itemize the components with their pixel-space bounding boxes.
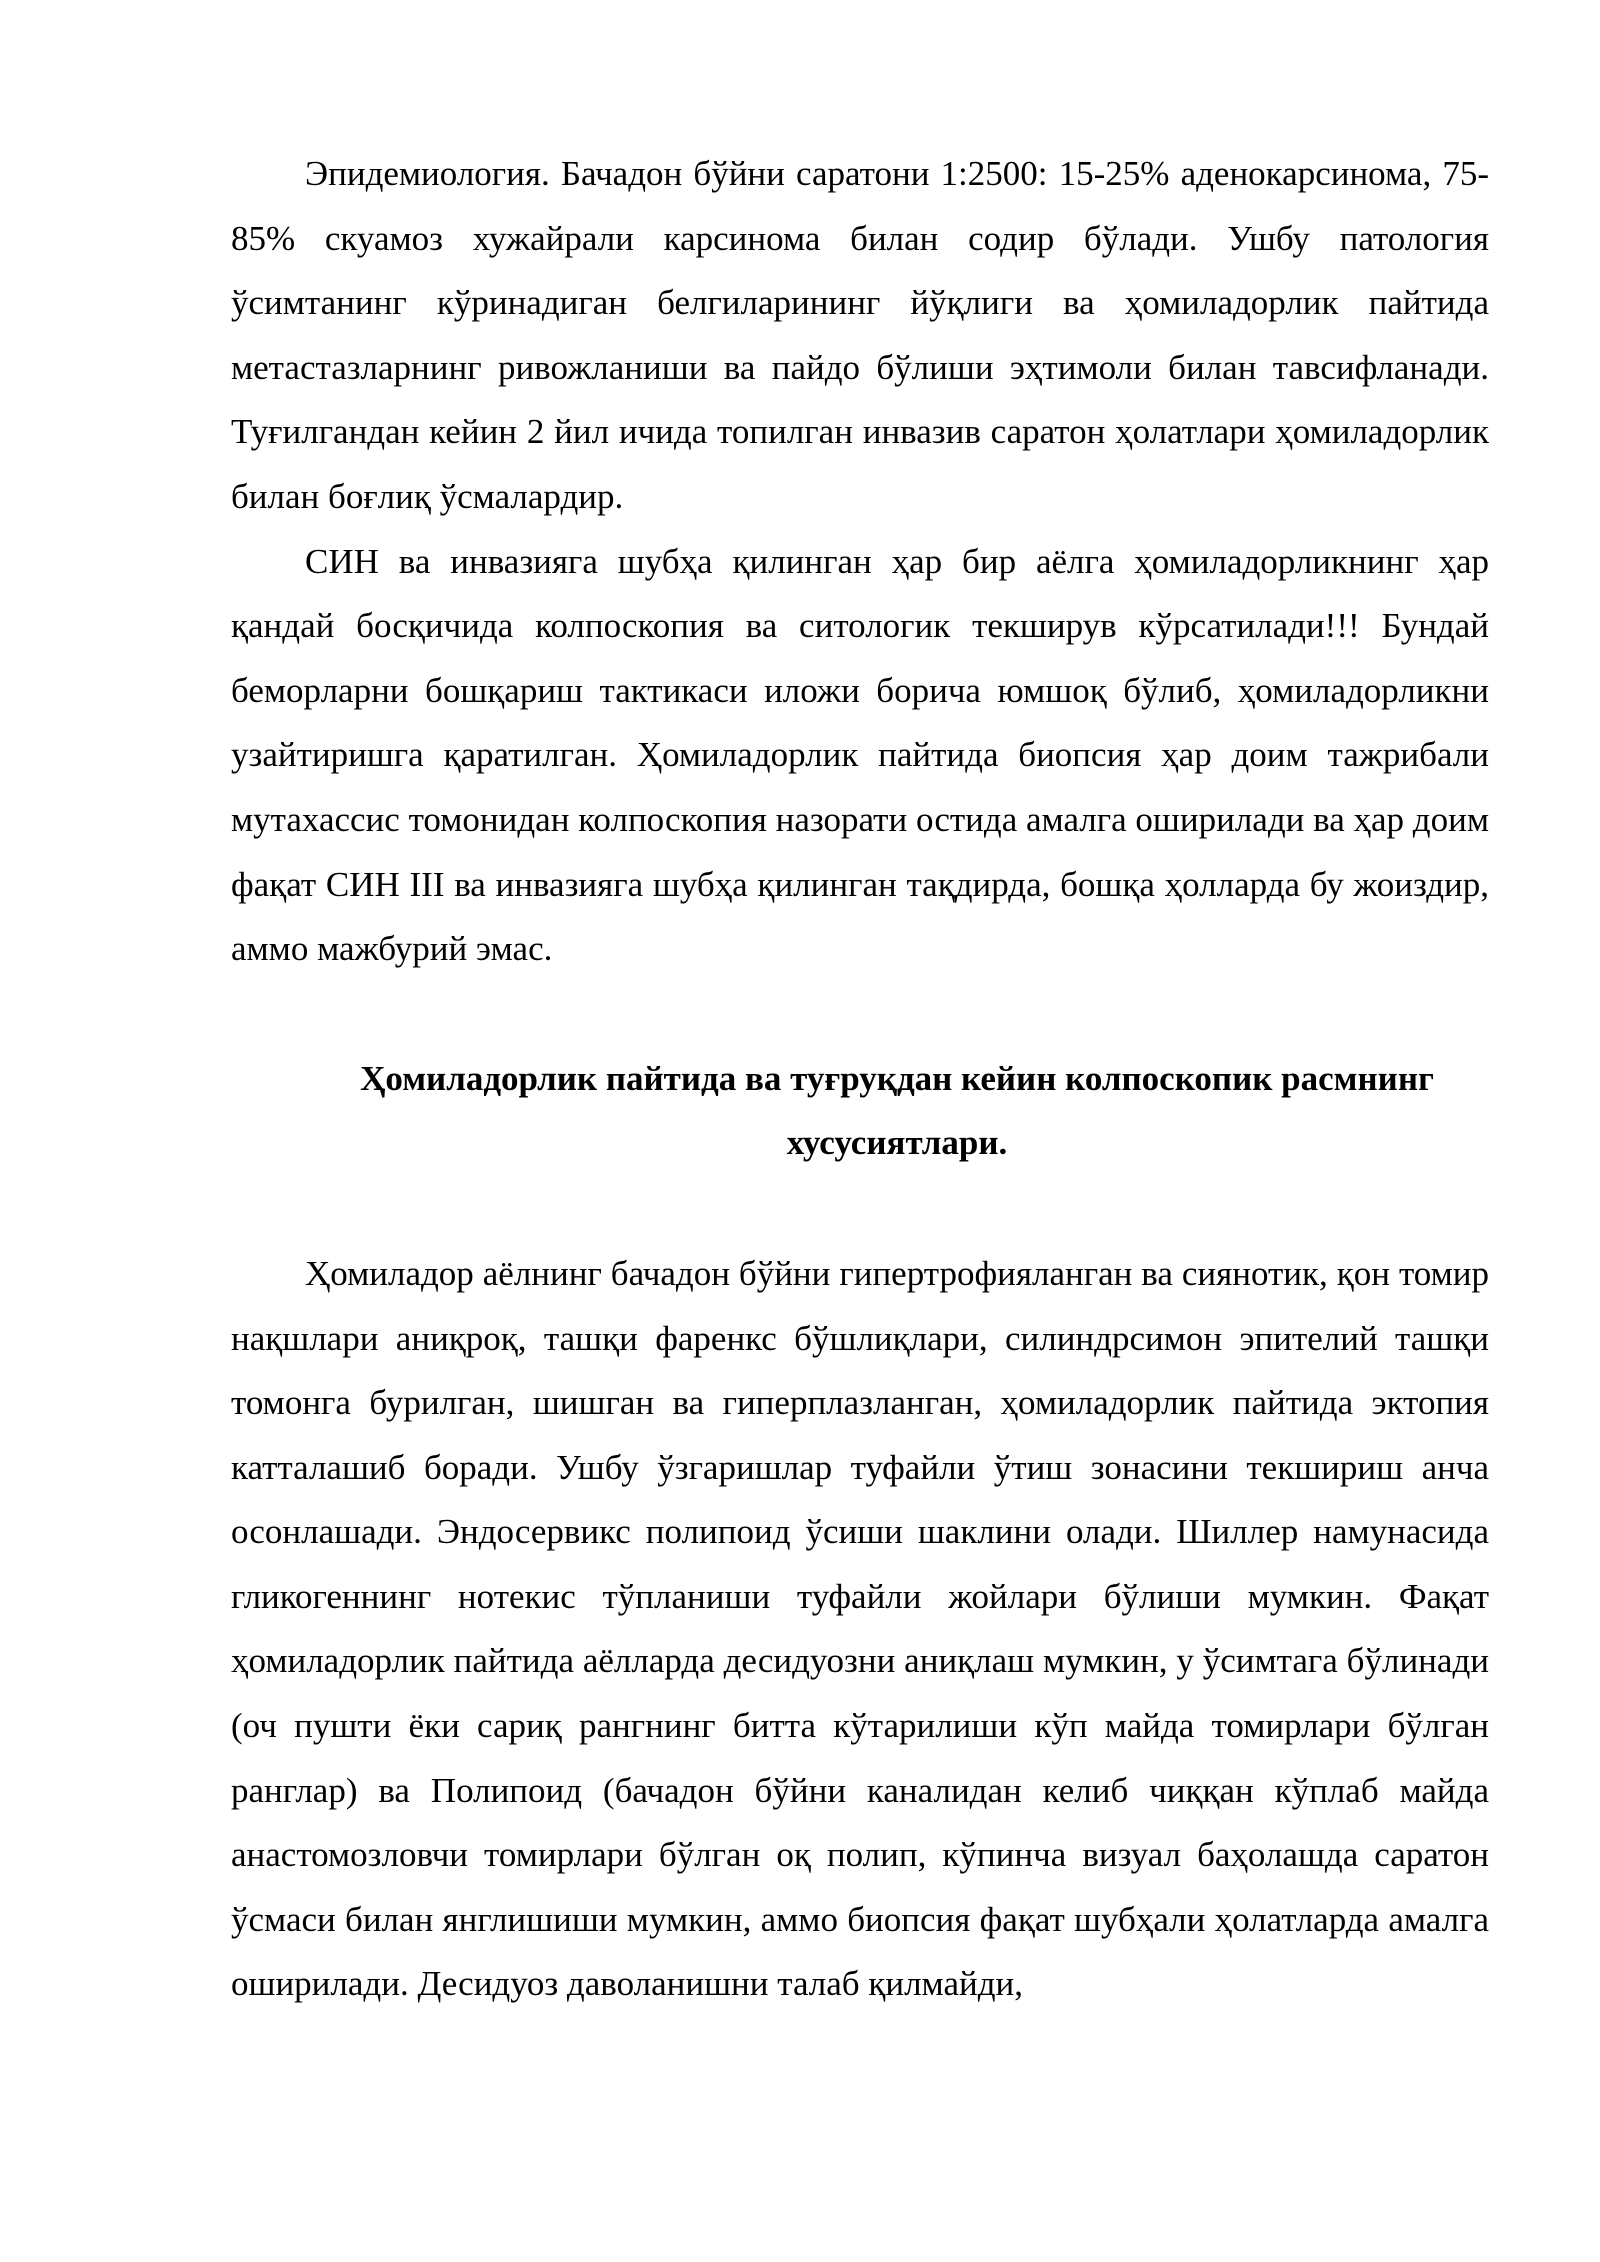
paragraph-pregnancy-cervix-features: Ҳомиладор аёлнинг бачадон бўйни гипертрофияланган ва сиянотик, қон томир нақшлари аниқроқ, ташқи фаренкс бўшлиқлари, силиндрсимон эпителий ташқи томонга бурилган, шишган ва гиперплазланган, ҳомиладорлик пайтида эктопия катталашиб боради. Ушбу ўзгаришлар туфайли ўтиш зонасини текшириш анча осонлашади. Эндосервикс полипоид ўсиши шаклини олади. Шиллер намунасида гликогеннинг нотекис тўпланиши туфайли жойлари бўлиши мумкин. Фақат ҳомиладорлик пайтида аёлларда десидуозни аниқлаш мумкин, у ўсимтага бўлинади (оч пушти ёки сариқ рангнинг битта кўтарилиши кўп майда томирлари бўлган ранглар) ва Полипоид (бачадон бўйни каналидан келиб чиққан кўплаб майда анастомозловчи томирлари бўлган оқ полип, кўпинча визуал баҳолашда саратон ўсмаси билан янглишиши мумкин, аммо биопсия фақат шубҳали ҳолатларда амалга оширилади. Десидуоз даволанишни талаб қилмайди,	[231, 1253, 1489, 2004]
document-page	[231, 142, 1489, 2017]
paragraph-colposcopy-indications: СИН ва инвазияга шубҳа қилинган ҳар бир аёлга ҳомиладорликнинг ҳар қандай босқичида колпоскопия ва ситологик текширув кўрсатилади!!! Бундай беморларни бошқариш тактикаси иложи борича юмшоқ бўлиб, ҳомиладорликни узайтиришга қаратилган. Ҳомиладорлик пайтида биопсия ҳар доим тажрибали мутахассис томонидан колпоскопия назорати остида амалга оширилади ва ҳар доим фақат СИН III ва инвазияга шубҳа қилинган тақдирда, бошқа ҳолларда бу жоиздир, аммо мажбурий эмас.	[231, 541, 1489, 969]
paragraph-epidemiology: Эпидемиология. Бачадон бўйни саратони 1:2500: 15-25% аденокарсинома, 75-85% скуамоз хужайрали карсинома билан содир бўлади. Ушбу патология ўсимтанинг кўринадиган белгиларининг йўқлиги ва ҳомиладорлик пайтида метастазларнинг ривожланиши ва пайдо бўлиши эҳтимоли билан тавсифланади. Туғилгандан кейин 2 йил ичида топилган инвазив саратон ҳолатлари ҳомиладорлик билан боғлиқ ўсмалардир.	[231, 154, 1489, 516]
section-heading: Ҳомиладорлик пайтида ва туғруқдан кейин колпоскопик расмнинг хусусиятлари.	[360, 1058, 1434, 1163]
